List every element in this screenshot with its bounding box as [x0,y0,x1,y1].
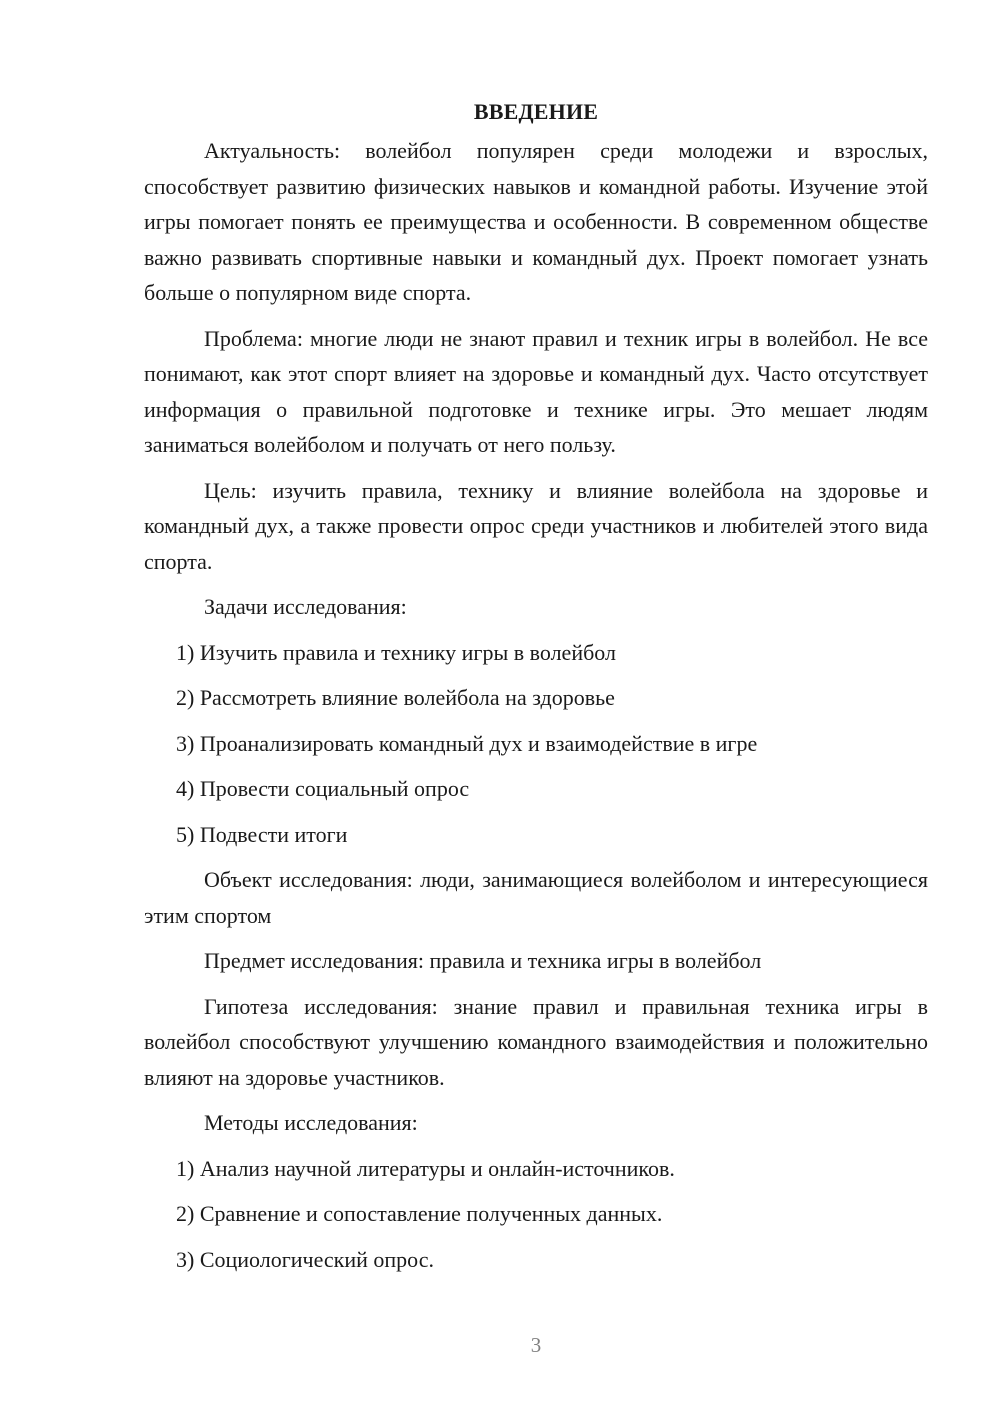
list-item: 3) Социологический опрос. [176,1246,434,1272]
list-item: 2) Сравнение и сопоставление полученных данных. [176,1201,663,1226]
list-item: 5) Подвести итоги [176,821,348,847]
list-item: 1) Изучить правила и технику игры в волейбол [176,639,616,665]
problem-paragraph: Проблема: многие люди не знают правил и техник игры в волейбол. Не все понимают, как этот спорт влияет на здоровье и командный дух. Часто отсутствует информация о правильной подготовке и технике игры. Это мешает людям заниматься волейболом и получать от него пользу. [144,325,928,457]
object-paragraph: Объект исследования: люди, занимающиеся волейболом и интересующиеся этим спортом [144,867,928,928]
page-number: 3 [530,1333,542,1357]
methods-heading: Методы исследования: [204,1110,418,1135]
hypothesis-paragraph: Гипотеза исследования: знание правил и правильная техника игры в волейбол способствуют улучшению командного взаимодействия и положительно влияют на здоровье участников. [144,993,928,1090]
subject-paragraph: Предмет исследования: правила и техника игры в волейбол [204,948,762,973]
list-item: 4) Провести социальный опрос [176,776,470,801]
list-item: 2) Рассмотреть влияние волейбола на здоровье [176,685,615,710]
goal-paragraph: Цель: изучить правила, технику и влияние волейбола на здоровье и командный дух, а также провести опрос среди участников и любителей этого вида спорта. [144,477,928,574]
page-title: ВВЕДЕНИЕ [473,99,599,124]
tasks-list [144,635,928,853]
methods-list [144,1151,928,1278]
document-body [144,94,928,1287]
tasks-heading: Задачи исследования: [204,594,407,619]
relevance-paragraph: Актуальность: волейбол популярен среди молодежи и взрослых, способствует развитию физических навыков и командной работы. Изучение этой игры помогает понять ее преимущества и особенности. В современном обществе важно развивать спортивные навыки и командный дух. Проект помогает узнать больше о популярном виде спорта. [144,138,928,305]
list-item: 1) Анализ научной литературы и онлайн-источников. [176,1155,675,1181]
list-item: 3) Проанализировать командный дух и взаимодействие в игре [176,730,758,756]
